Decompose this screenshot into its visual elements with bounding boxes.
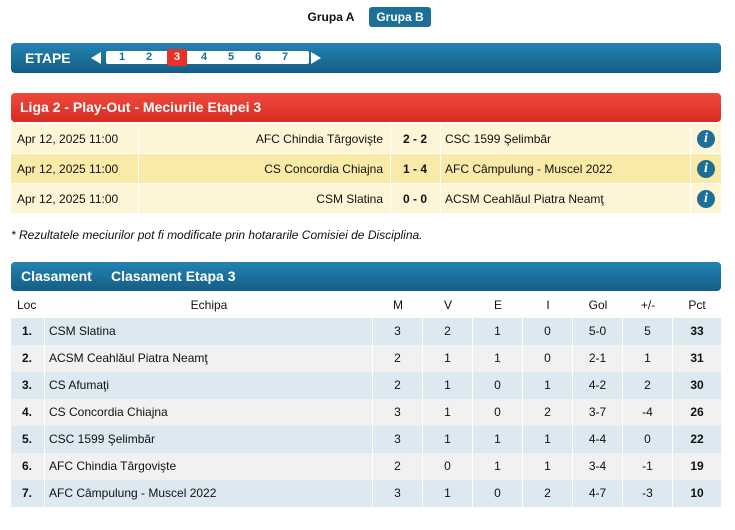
match-score: 2 - 2	[402, 132, 427, 146]
cell-gol: 3-7	[573, 399, 623, 426]
info-icon[interactable]: i	[697, 130, 715, 148]
cell-team: AFC Câmpulung - Muscel 2022	[45, 480, 373, 507]
round-selector	[106, 51, 309, 64]
table-row	[11, 372, 721, 399]
cell-gol: 5-0	[573, 318, 623, 345]
header-loc: Loc	[17, 298, 37, 312]
match-date: Apr 12, 2025 11:00	[17, 132, 119, 146]
cell-e: 1	[473, 426, 523, 453]
cell-plus-minus: -3	[623, 480, 673, 507]
cell-gol: 3-4	[573, 453, 623, 480]
cell-v: 1	[423, 426, 473, 453]
cell-i: 0	[523, 345, 573, 372]
cell-gol: 4-2	[573, 372, 623, 399]
match-home-team: CS Concordia Chiajna	[264, 162, 383, 176]
cell-i: 0	[523, 318, 573, 345]
divider	[690, 154, 691, 184]
divider	[138, 184, 139, 214]
next-round-arrow-icon[interactable]	[311, 52, 321, 64]
match-row	[11, 124, 721, 154]
header-v: V	[443, 298, 452, 312]
etape-bar	[11, 43, 721, 73]
cell-plus-minus: -4	[623, 399, 673, 426]
cell-m: 3	[373, 318, 423, 345]
cell-v: 1	[423, 480, 473, 507]
cell-m: 2	[373, 453, 423, 480]
cell-v: 2	[423, 318, 473, 345]
cell-i: 1	[523, 453, 573, 480]
header-plus-minus: +/-	[640, 298, 656, 312]
round-6[interactable]: 6	[254, 51, 262, 63]
divider	[690, 184, 691, 214]
cell-gol: 2-1	[573, 345, 623, 372]
disclaimer-note: * Rezultatele meciurilor pot fi modificate prin hotararile Comisiei de Disciplina.	[11, 228, 423, 242]
match-date: Apr 12, 2025 11:00	[17, 162, 119, 176]
match-home-team: AFC Chindia Târgovişte	[255, 132, 383, 146]
matches-title: Liga 2 - Play-Out - Meciurile Etapei 3	[11, 93, 721, 122]
cell-loc: 3.	[11, 372, 45, 399]
cell-loc: 5.	[11, 426, 45, 453]
cell-i: 1	[523, 372, 573, 399]
tab-clasament-etapa[interactable]: Clasament Etapa 3	[111, 268, 236, 284]
cell-team: CS Concordia Chiajna	[45, 399, 373, 426]
cell-team: ACSM Ceahlăul Piatra Neamţ	[45, 345, 373, 372]
cell-e: 1	[473, 453, 523, 480]
cell-i: 2	[523, 399, 573, 426]
divider	[690, 124, 691, 154]
cell-pct: 26	[690, 405, 704, 419]
cell-plus-minus: 2	[623, 372, 673, 399]
cell-e: 0	[473, 480, 523, 507]
cell-v: 0	[423, 453, 473, 480]
table-header-row	[11, 292, 721, 318]
header-team: Echipa	[190, 298, 228, 312]
matches-list	[11, 124, 721, 214]
cell-m: 2	[373, 372, 423, 399]
match-away-team: AFC Câmpulung - Muscel 2022	[445, 162, 613, 176]
round-2[interactable]: 2	[145, 51, 153, 63]
match-row	[11, 184, 721, 214]
divider	[440, 124, 441, 154]
cell-plus-minus: 5	[623, 318, 673, 345]
match-home-team: CSM Slatina	[316, 192, 383, 206]
cell-team: AFC Chindia Târgovişte	[45, 453, 373, 480]
round-3[interactable]: 3	[167, 49, 187, 66]
cell-team: CSC 1599 Şelimbăr	[45, 426, 373, 453]
cell-e: 1	[473, 318, 523, 345]
cell-m: 3	[373, 399, 423, 426]
round-1[interactable]: 1	[118, 51, 126, 63]
cell-i: 1	[523, 426, 573, 453]
cell-pct: 33	[690, 324, 704, 338]
table-row	[11, 426, 721, 453]
cell-m: 3	[373, 426, 423, 453]
cell-plus-minus: 1	[623, 345, 673, 372]
divider	[138, 154, 139, 184]
standings-header	[11, 262, 721, 291]
table-row	[11, 318, 721, 345]
cell-plus-minus: -1	[623, 453, 673, 480]
match-score: 0 - 0	[402, 192, 427, 206]
round-5[interactable]: 5	[227, 51, 235, 63]
cell-plus-minus: 0	[623, 426, 673, 453]
standings-table	[11, 292, 721, 507]
match-date: Apr 12, 2025 11:00	[17, 192, 119, 206]
cell-pct: 22	[690, 432, 704, 446]
table-row	[11, 345, 721, 372]
divider	[440, 184, 441, 214]
cell-loc: 7.	[11, 480, 45, 507]
cell-team: CS Afumaţi	[45, 372, 373, 399]
info-icon[interactable]: i	[697, 190, 715, 208]
cell-pct: 19	[690, 459, 704, 473]
cell-v: 1	[423, 372, 473, 399]
cell-e: 0	[473, 399, 523, 426]
header-pct: Pct	[688, 298, 706, 312]
header-gol: Gol	[588, 298, 608, 312]
etape-label: ETAPE	[25, 50, 71, 66]
cell-e: 1	[473, 345, 523, 372]
cell-pct: 10	[690, 486, 704, 500]
table-row	[11, 480, 721, 507]
match-score: 1 - 4	[402, 162, 427, 176]
match-away-team: CSC 1599 Şelimbăr	[445, 132, 552, 146]
tab-grupa-a[interactable]: Grupa A	[307, 10, 355, 24]
cell-loc: 6.	[11, 453, 45, 480]
cell-gol: 4-4	[573, 426, 623, 453]
round-4[interactable]: 4	[200, 51, 208, 63]
header-e: E	[493, 298, 502, 312]
cell-m: 3	[373, 480, 423, 507]
cell-v: 1	[423, 345, 473, 372]
previous-round-arrow-icon[interactable]	[91, 52, 101, 64]
group-tabs	[0, 7, 735, 27]
divider	[138, 124, 139, 154]
tab-grupa-b[interactable]: Grupa B	[369, 7, 431, 27]
cell-gol: 4-7	[573, 480, 623, 507]
cell-i: 2	[523, 480, 573, 507]
match-away-team: ACSM Ceahlăul Piatra Neamţ	[445, 192, 604, 206]
table-row	[11, 453, 721, 480]
cell-loc: 1.	[11, 318, 45, 345]
cell-team: CSM Slatina	[45, 318, 373, 345]
cell-pct: 31	[690, 351, 704, 365]
tab-clasament[interactable]: Clasament	[21, 268, 92, 284]
match-row	[11, 154, 721, 184]
cell-v: 1	[423, 399, 473, 426]
header-i: I	[546, 298, 550, 312]
cell-e: 0	[473, 372, 523, 399]
info-icon[interactable]: i	[697, 160, 715, 178]
cell-m: 2	[373, 345, 423, 372]
cell-loc: 4.	[11, 399, 45, 426]
table-row	[11, 399, 721, 426]
round-7[interactable]: 7	[281, 51, 289, 63]
cell-loc: 2.	[11, 345, 45, 372]
cell-pct: 30	[690, 378, 704, 392]
divider	[440, 154, 441, 184]
header-m: M	[393, 298, 403, 312]
